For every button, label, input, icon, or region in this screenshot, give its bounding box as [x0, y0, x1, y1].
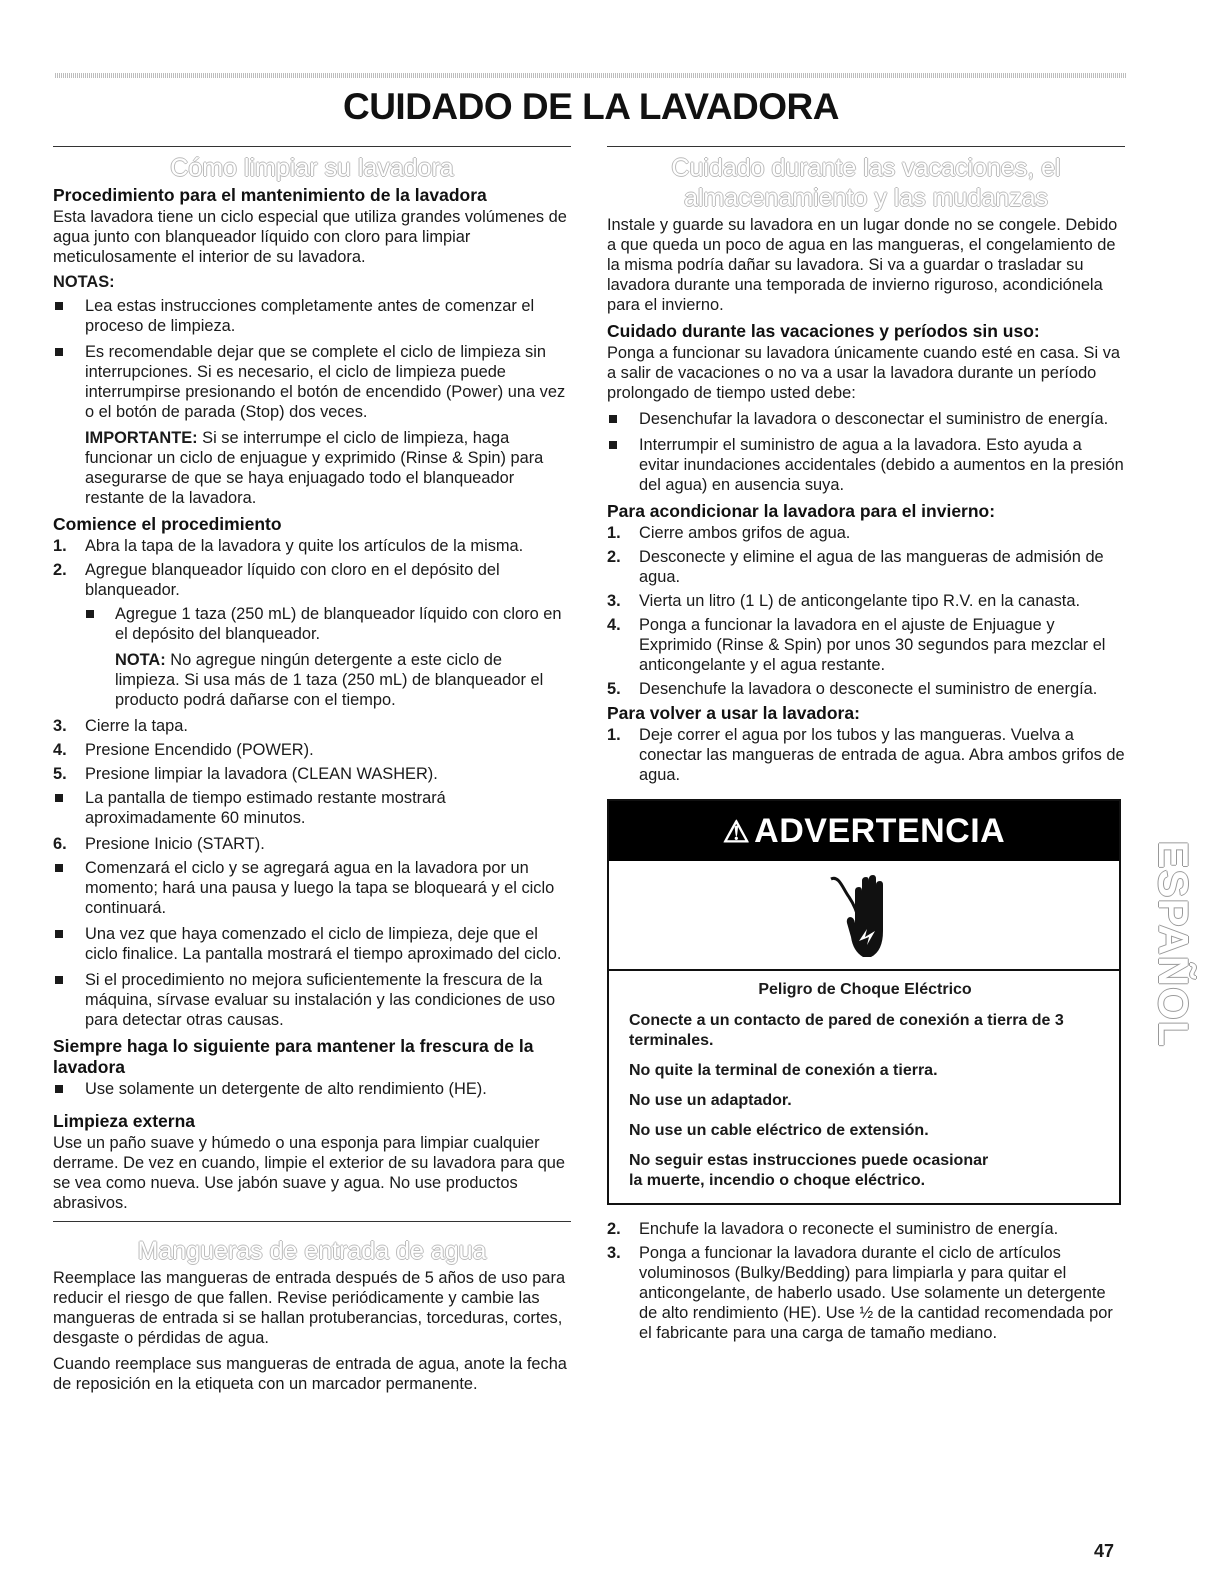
list-item	[53, 764, 571, 784]
warning-line-a: No seguir estas instrucciones puede ocasionar	[629, 1152, 989, 1169]
warning-line	[629, 1151, 1101, 1191]
list-item: Agregue 1 taza (250 mL) de blanqueador líquido con cloro en el depósito del blanqueador.	[53, 604, 571, 644]
list-item	[607, 1243, 1125, 1343]
list-item	[607, 1219, 1125, 1239]
step-number: 4.	[53, 741, 67, 759]
step-text: Desenchufe la lavadora o desconecte el suministro de energía.	[639, 680, 1098, 698]
vacation-heading: Cuidado durante las vacaciones y períodos sin uso:	[607, 321, 1040, 341]
warning-icon-panel	[609, 861, 1119, 971]
vacation-text: Ponga a funcionar su lavadora únicamente cuando esté en casa. Si va a salir de vacaciones o no va a usar la lavadora durante un período prolongado de tiempo usted debe:	[607, 344, 1120, 402]
list-item	[53, 560, 571, 600]
step-number: 5.	[607, 680, 621, 698]
warning-header-text: ADVERTENCIA	[754, 812, 1006, 850]
step-text: Vierta un litro (1 L) de anticongelante tipo R.V. en la canasta.	[639, 592, 1081, 610]
right-column	[607, 146, 1125, 1347]
list-item	[607, 679, 1125, 699]
warning-body	[609, 971, 1119, 1203]
list-item	[53, 536, 571, 556]
language-side-tab-label: ESPAÑOL	[1150, 840, 1197, 1048]
list-item: Desenchufar la lavadora o desconectar el suministro de energía.	[607, 409, 1125, 429]
warning-line: No use un cable eléctrico de extensión.	[629, 1122, 929, 1139]
begin-procedure-heading: Comience el procedimiento	[53, 514, 282, 534]
external-cleaning-text: Use un paño suave y húmedo o una esponja para limpiar cualquier derrame. De vez en cuando, limpie el exterior de su lavadora para que se vea como nueva. Use jabón suave y agua. No use productos abrasivos.	[53, 1134, 566, 1212]
section-title-hoses: Mangueras de entrada de agua	[137, 1237, 487, 1265]
step-text: Presione Encendido (POWER).	[85, 741, 314, 759]
notes-label: NOTAS:	[53, 273, 115, 291]
page-number: 47	[1094, 1541, 1115, 1561]
step-number: 1.	[607, 726, 621, 744]
warning-line: Conecte a un contacto de pared de conexión a tierra de 3 terminales.	[629, 1012, 1064, 1049]
list-item	[607, 615, 1125, 675]
step-number: 1.	[607, 524, 621, 542]
step-text: Presione Inicio (START).	[85, 835, 265, 853]
section-divider	[607, 146, 1125, 147]
nota-label: NOTA:	[115, 651, 166, 669]
warning-line: No use un adaptador.	[629, 1092, 792, 1109]
external-cleaning-heading: Limpieza externa	[53, 1111, 195, 1131]
section-title-cleaning: Cómo limpiar su lavadora	[170, 154, 454, 182]
list-item: Es recomendable dejar que se complete el ciclo de limpieza sin interrupciones. Si es necesario, el ciclo de limpieza puede interrumpirse presionando el botón de encendido (Power) una vez o el botón de parada (Stop) dos veces.	[53, 342, 571, 422]
list-item: Comenzará el ciclo y se agregará agua en la lavadora por un momento; hará una pausa y luego la tapa se bloqueará y el ciclo continuará.	[53, 858, 571, 918]
step-number: 3.	[607, 1244, 621, 1262]
freshness-heading: Siempre haga lo siguiente para mantener la frescura de la lavadora	[53, 1036, 534, 1077]
reuse-heading: Para volver a usar la lavadora:	[607, 703, 860, 723]
electric-shock-hand-icon	[829, 871, 901, 963]
step-text: Cierre la tapa.	[85, 717, 188, 735]
left-column	[53, 146, 571, 1400]
section-divider	[53, 146, 571, 147]
step-text: Cierre ambos grifos de agua.	[639, 524, 851, 542]
step-text: Ponga a funcionar la lavadora durante el ciclo de artículos voluminosos (Bulky/Bedding) para limpiarla y para quitar el anticongelante, de haberlo usado. Use solamente un detergente de alto rendimiento (HE). Use ½ de la cantidad recomendada por el fabricante para una carga de tamaño mediano.	[639, 1244, 1113, 1342]
step-number: 3.	[53, 717, 67, 735]
top-decorative-rule	[55, 73, 1127, 78]
important-label: IMPORTANTE:	[85, 429, 198, 447]
warning-title: Peligro de Choque Eléctrico	[758, 981, 972, 998]
list-item	[53, 716, 571, 736]
step-number: 1.	[53, 537, 67, 555]
procedure-intro: Esta lavadora tiene un ciclo especial que utiliza grandes volúmenes de agua junto con blanqueador líquido con cloro para limpiar meticulosamente el interior de su lavadora.	[53, 208, 567, 266]
step-number: 5.	[53, 765, 67, 783]
step-number: 2.	[607, 548, 621, 566]
list-item: Una vez que haya comenzado el ciclo de limpieza, deje que el ciclo finalice. La pantalla mostrará el tiempo aproximado del ciclo.	[53, 924, 571, 964]
list-item	[607, 547, 1125, 587]
step-text: Desconecte y elimine el agua de las mangueras de admisión de agua.	[639, 548, 1104, 586]
step-text: Deje correr el agua por los tubos y las mangueras. Vuelva a conectar las mangueras de entrada de agua. Abra ambos grifos de agua.	[639, 726, 1125, 784]
section-title-storage-line1: Cuidado durante las vacaciones, el	[671, 154, 1061, 182]
list-item: Use solamente un detergente de alto rendimiento (HE).	[53, 1079, 571, 1099]
after-warning-steps	[607, 1219, 1125, 1343]
list-item	[53, 740, 571, 760]
hoses-paragraph: Reemplace las mangueras de entrada después de 5 años de uso para reducir el riesgo de que fallen. Revise periódicamente y cambie las mangueras de entrada si se hallan protuberancias, torceduras, cortes, desgaste o pérdidas de agua.	[53, 1269, 566, 1347]
storage-intro: Instale y guarde su lavadora en un lugar donde no se congele. Debido a que queda un poco de agua en las mangueras, el congelamiento de la misma podría dañar su lavadora. Si va a guardar o trasladar su lavadora durante una temporada de invierno riguroso, acondiciónela para el invierno.	[607, 216, 1118, 314]
page-title: CUIDADO DE LA LAVADORA	[342, 86, 839, 127]
step-text: Abra la tapa de la lavadora y quite los artículos de la misma.	[85, 537, 524, 555]
step-text: Agregue blanqueador líquido con cloro en el depósito del blanqueador.	[85, 561, 500, 599]
important-text: Si se interrumpe el ciclo de limpieza, haga funcionar un ciclo de enjuague y exprimido (Rinse & Spin) para asegurarse de que se haya enjuagado todo el blanqueador restante de la lavadora.	[85, 429, 544, 507]
step-number: 4.	[607, 616, 621, 634]
winterize-heading: Para acondicionar la lavadora para el invierno:	[607, 501, 996, 521]
list-item	[607, 523, 1125, 543]
list-item	[607, 591, 1125, 611]
step-number: 2.	[607, 1220, 621, 1238]
step-number: 6.	[53, 835, 67, 853]
warning-line: No quite la terminal de conexión a tierra.	[629, 1062, 938, 1079]
language-side-tab	[1150, 825, 1196, 1063]
warning-line-b: la muerte, incendio o choque eléctrico.	[629, 1172, 926, 1189]
step-text: Presione limpiar la lavadora (CLEAN WASHER).	[85, 765, 438, 783]
list-item: Lea estas instrucciones completamente antes de comenzar el proceso de limpieza.	[53, 296, 571, 336]
step-text: Enchufe la lavadora o reconecte el suministro de energía.	[639, 1220, 1059, 1238]
list-item: Si el procedimiento no mejora suficientemente la frescura de la máquina, sírvase evaluar su instalación y las condiciones de uso para detectar otras causas.	[53, 970, 571, 1030]
list-item	[53, 834, 571, 854]
step-number: 3.	[607, 592, 621, 610]
section-divider	[53, 1221, 571, 1222]
hoses-paragraph: Cuando reemplace sus mangueras de entrada de agua, anote la fecha de reposición en la etiqueta con un marcador permanente.	[53, 1355, 567, 1393]
warning-header	[609, 801, 1119, 861]
list-item: La pantalla de tiempo estimado restante mostrará aproximadamente 60 minutos.	[53, 788, 571, 828]
warning-triangle-icon: ⚠	[722, 816, 751, 849]
list-item	[607, 725, 1125, 785]
step-number: 2.	[53, 561, 67, 579]
step-text: Ponga a funcionar la lavadora en el ajuste de Enjuague y Exprimido (Rinse & Spin) por unos 30 segundos para mezclar el anticongelante y el agua restante.	[639, 616, 1106, 674]
procedure-heading: Procedimiento para el mantenimiento de la lavadora	[53, 185, 487, 205]
important-note	[53, 428, 571, 508]
warning-box	[607, 799, 1121, 1205]
nota-note	[53, 650, 571, 710]
list-item: Interrumpir el suministro de agua a la lavadora. Esto ayuda a evitar inundaciones accidentales (debido a aumentos en la presión del agua) en ausencia suya.	[607, 435, 1125, 495]
section-title-storage-line2: almacenamiento y las mudanzas	[683, 184, 1049, 212]
nota-text: No agregue ningún detergente a este ciclo de limpieza. Si usa más de 1 taza (250 mL) de blanqueador el producto podrá dañarse con el tiempo.	[115, 651, 544, 709]
